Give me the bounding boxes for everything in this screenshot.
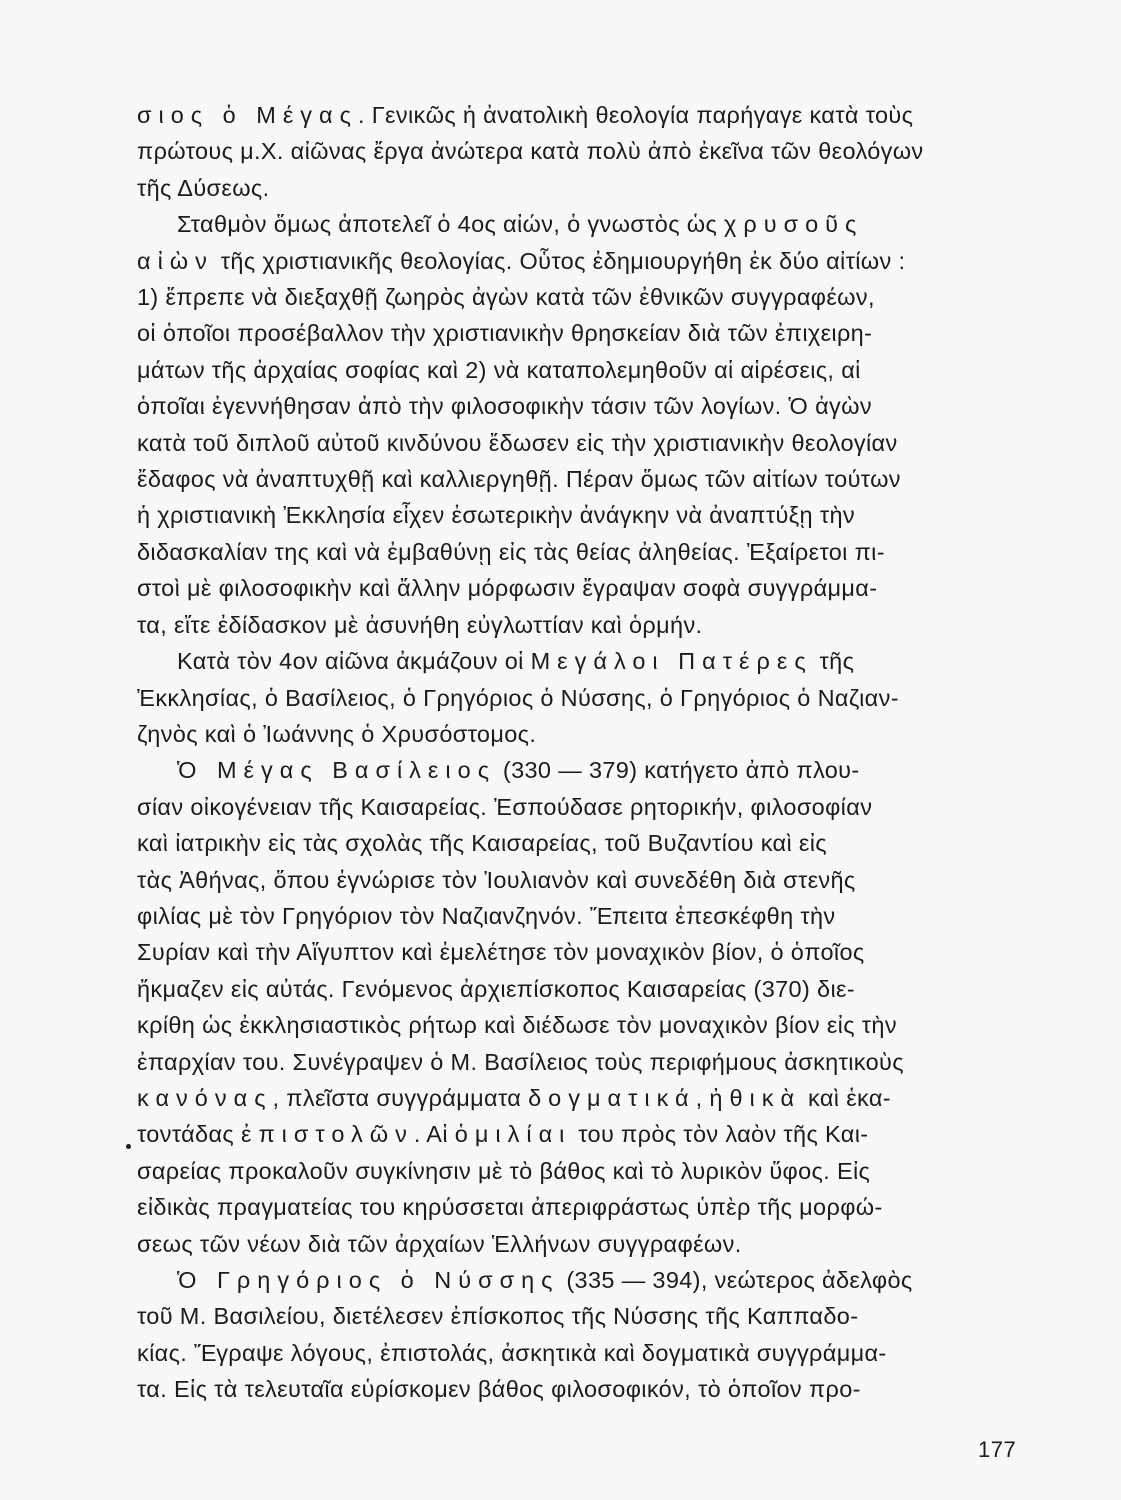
text-segment: τῆς — [812, 648, 855, 675]
text-line — [137, 1335, 1013, 1371]
spaced-emphasis-text: Μεγάλοι Πατέρες — [530, 648, 813, 675]
text-segment: πρώτους μ.Χ. αἰῶνας ἔργα ἀνώτερα κατὰ πολὺ ἀπὸ ἐκεῖνα τῶν θεολόγων — [137, 138, 924, 165]
text-line — [137, 133, 1013, 169]
text-segment: του πρὸς τὸν λαὸν τῆς Και- — [571, 1121, 869, 1148]
text-line — [137, 1153, 1013, 1189]
text-segment: ἡ χριστιανικὴ Ἐκκλησία εἶχεν ἐσωτερικὴν ἀνάγκην νὰ ἀναπτύξῃ τὴν — [137, 502, 855, 529]
spaced-emphasis-text: ὁμιλίαι — [454, 1121, 572, 1148]
text-segment: κίας. Ἔγραψε λόγους, ἐπιστολάς, ἀσκητικὰ καὶ δογματικὰ συγγράμμα- — [137, 1339, 887, 1366]
text-segment: (335 — 394), νεώτερος ἀδελφὸς — [559, 1267, 913, 1293]
text-line — [137, 1080, 1013, 1116]
text-line — [137, 1262, 1013, 1298]
text-segment: εἰδικὰς πραγματείας του κηρύσσεται ἀπεριφράστως ὑπὲρ τῆς μορφώ- — [137, 1194, 883, 1221]
text-segment: μάτων τῆς ἀρχαίας σοφίας καὶ 2) νὰ καταπολεμηθοῦν αἱ αἱρέσεις, αἱ — [137, 356, 861, 383]
text-line — [137, 825, 1013, 861]
text-segment: τῆς Δύσεως. — [137, 174, 270, 201]
text-line — [137, 1007, 1013, 1043]
text-segment: Συρίαν καὶ τὴν Αἴγυπτον καὶ ἐμελέτησε τὸν μοναχικὸν βίον, ὁ ὁποῖος — [137, 939, 865, 966]
text-line — [137, 206, 1013, 242]
text-segment: φιλίας μὲ τὸν Γρηγόριον τὸν Ναζιανζηνόν. Ἔπειτα ἐπεσκέφθη τὴν — [137, 902, 836, 929]
text-segment: σεως τῶν νέων διὰ τῶν ἀρχαίων Ἑλλήνων συγγραφέων. — [137, 1230, 742, 1257]
text-line — [137, 97, 1013, 133]
text-segment: (330 — 379) κατήγετο ἀπὸ πλου- — [496, 757, 860, 784]
text-segment: τα, εἴτε ἐδίδασκον μὲ ἀσυνήθη εὐγλωττίαν καὶ ὁρμήν. — [137, 611, 703, 638]
text-line — [137, 1226, 1013, 1262]
text-segment: κατὰ τοῦ διπλοῦ αὐτοῦ κινδύνου ἔδωσεν εἰς τὴν χριστιανικὴν θεολογίαν — [137, 429, 898, 456]
text-segment: ζηνὸς καὶ ὁ Ἰωάννης ὁ Χρυσόστομος. — [137, 720, 537, 747]
text-segment: Σταθμὸν ὅμως ἀποτελεῖ ὁ 4ος αἰών, ὁ γνωστὸς ὡς — [177, 211, 725, 238]
text-segment: Ἐκκλησίας, ὁ Βασίλειος, ὁ Γρηγόριος ὁ Νύσσης, ὁ Γρηγόριος ὁ Ναζιαν- — [137, 684, 899, 711]
text-line — [137, 789, 1013, 825]
text-segment: σίαν οἰκογένειαν τῆς Καισαρείας. Ἐσπούδασε ρητορικήν, φιλοσοφίαν — [137, 793, 873, 820]
text-segment: τοντάδας — [137, 1121, 241, 1148]
text-segment: . Γενικῶς ἡ ἀνατολικὴ θεολογία παρήγαγε κατὰ τοὺς — [357, 102, 914, 128]
text-segment: σαρείας προκαλοῦν συγκίνησιν μὲ τὸ βάθος καὶ τὸ λυρικὸν ὕφος. Εἰς — [137, 1157, 871, 1184]
text-segment: τα. Εἰς τὰ τελευταῖα εὑρίσκομεν βάθος φιλοσοφικόν, τὸ ὁποῖον προ- — [137, 1376, 861, 1403]
text-segment: Κατὰ τὸν 4ον αἰῶνα ἀκμάζουν οἱ — [177, 648, 531, 675]
text-line — [137, 934, 1013, 970]
text-line — [137, 752, 1013, 788]
margin-dot-mark — [126, 1144, 131, 1149]
text-segment: ἤκμαζεν εἰς αὐτάς. Γενόμενος ἀρχιεπίσκοπος Καισαρείας (370) διε- — [137, 975, 856, 1002]
text-line — [137, 315, 1013, 351]
text-line — [137, 607, 1013, 643]
spaced-emphasis-text: ἠθικὰ — [709, 1084, 802, 1111]
text-segment: 1) ἔπρεπε νὰ διεξαχθῇ ζωηρὸς ἀγὼν κατὰ τῶν ἐθνικῶν συγγραφέων, — [137, 284, 875, 311]
text-line — [137, 898, 1013, 934]
text-line — [137, 534, 1013, 570]
text-line — [137, 279, 1013, 315]
text-line — [137, 1044, 1013, 1080]
text-line — [137, 643, 1013, 679]
text-line — [137, 497, 1013, 533]
text-segment: τῆς χριστιανικῆς θεολογίας. Οὗτος ἐδημιουργήθη ἐκ δύο αἰτίων : — [213, 247, 906, 274]
text-line — [137, 1116, 1013, 1152]
text-segment: καὶ ἑκα- — [801, 1084, 891, 1111]
text-line — [137, 170, 1013, 206]
body-text — [137, 97, 1013, 1408]
text-segment: τοῦ Μ. Βασιλείου, διετέλεσεν ἐπίσκοπος τῆς Νύσσης τῆς Καππαδο- — [137, 1303, 859, 1330]
spaced-emphasis-text: κανόνας — [137, 1084, 273, 1111]
text-line — [137, 1298, 1013, 1334]
spaced-emphasis-text: ἐπιστολῶν — [240, 1121, 414, 1148]
text-line — [137, 388, 1013, 424]
text-segment: , — [695, 1084, 710, 1111]
text-segment: διδασκαλίαν της καὶ νὰ ἐμβαθύνῃ εἰς τὰς θείας ἀληθείας. Ἐξαίρετοι πι- — [137, 538, 885, 565]
text-segment: τὰς Ἀθήνας, ὅπου ἐγνώρισε τὸν Ἰουλιανὸν καὶ συνεδέθη διὰ στενῆς — [137, 866, 856, 893]
page-number: 177 — [978, 1437, 1017, 1462]
spaced-emphasis-text: Ὁ Μέγας Βασίλειος — [177, 757, 497, 784]
text-segment: στοὶ μὲ φιλοσοφικὴν καὶ ἄλλην μόρφωσιν ἔγραψαν σοφὰ συγγράμμα- — [137, 575, 878, 602]
text-segment: ἐπαρχίαν του. Συνέγραψεν ὁ Μ. Βασίλειος τοὺς περιφήμους ἀσκητικοὺς — [137, 1048, 904, 1075]
text-line — [137, 570, 1013, 606]
text-segment: . Αἱ — [413, 1121, 455, 1148]
text-line — [137, 716, 1013, 752]
text-segment: , πλεῖστα συγγράμματα — [272, 1084, 529, 1111]
spaced-emphasis-text: αἰὼν — [137, 247, 214, 274]
spaced-emphasis-text: χρυσοῦς — [724, 211, 864, 238]
spaced-emphasis-text: δογματικά — [528, 1084, 696, 1111]
spaced-emphasis-text: Ὁ Γρηγόριος ὁ Νύσσης — [177, 1267, 560, 1293]
text-line — [137, 862, 1013, 898]
text-line — [137, 1189, 1013, 1225]
text-line — [137, 461, 1013, 497]
text-line — [137, 352, 1013, 388]
spaced-emphasis-text: σιος ὁ Μέγας — [137, 102, 358, 128]
text-line — [137, 971, 1013, 1007]
text-segment: ὁποῖαι ἐγεννήθησαν ἀπὸ τὴν φιλοσοφικὴν τάσιν τῶν λογίων. Ὁ ἀγὼν — [137, 393, 872, 420]
text-segment: καὶ ἰατρικὴν εἰς τὰς σχολὰς τῆς Καισαρείας, τοῦ Βυζαντίου καὶ εἰς — [137, 830, 827, 857]
text-segment: κρίθη ὡς ἐκκλησιαστικὸς ρήτωρ καὶ διέδωσε τὸν μοναχικὸν βίον εἰς τὴν — [137, 1012, 897, 1039]
text-segment: οἱ ὁποῖοι προσέβαλλον τὴν χριστιανικὴν θρησκείαν διὰ τῶν ἐπιχειρη- — [137, 320, 873, 347]
text-line — [137, 1371, 1013, 1407]
text-line — [137, 425, 1013, 461]
text-line — [137, 680, 1013, 716]
text-segment: ἔδαφος νὰ ἀναπτυχθῇ καὶ καλλιεργηθῇ. Πέραν ὅμως τῶν αἰτίων τούτων — [137, 466, 901, 493]
text-line — [137, 243, 1013, 279]
